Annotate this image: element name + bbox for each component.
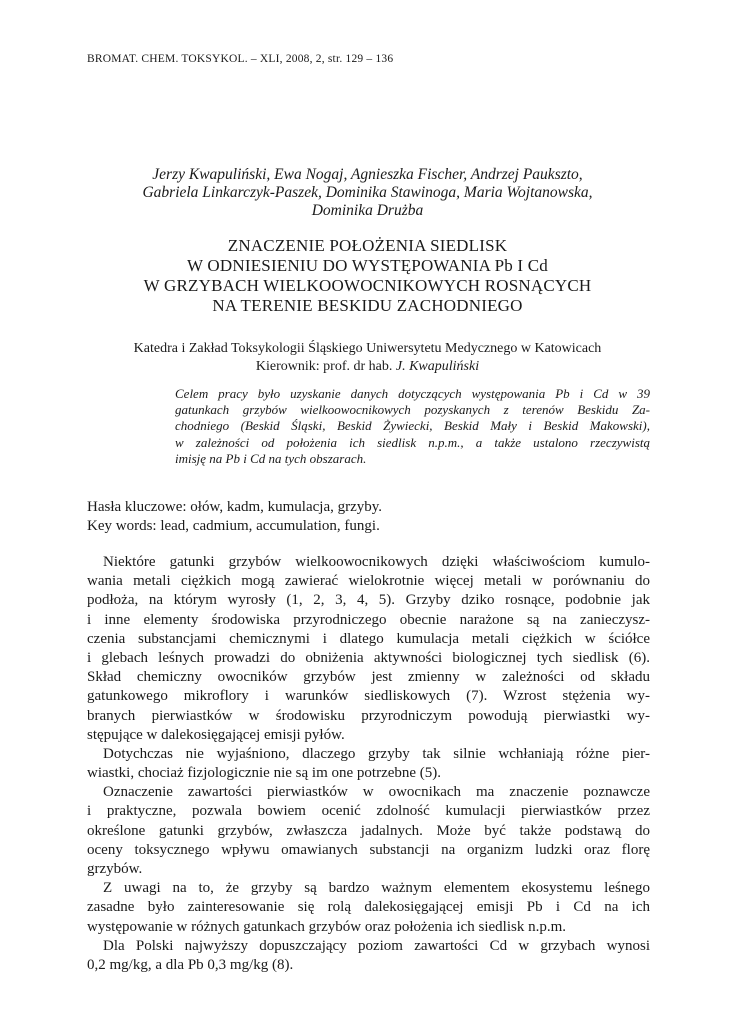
author-line: Gabriela Linkarczyk-Paszek, Dominika Stawinoga, Maria Wojtanowska, xyxy=(142,184,593,201)
body-line: występowanie w różnych gatunkach grzybów oraz położenia ich siedlisk n.p.m. xyxy=(87,918,567,935)
body-line: zasadne było zainteresowanie się rolą dalekosięgającej emisji Pb i Cd na ich xyxy=(87,899,650,916)
body-line: stępujące w dalekosięgającej emisji pyłów. xyxy=(87,726,345,743)
keywords-polish: Hasła kluczowe: ołów, kadm, kumulacja, grzyby. xyxy=(87,499,383,515)
abstract-line: chodniego (Beskid Śląski, Beskid Żywiecki, Beskid Mały i Beskid Makowski), xyxy=(175,418,650,434)
head-name: J. Kwapuliński xyxy=(395,359,480,374)
body-text xyxy=(87,553,650,975)
keywords xyxy=(87,498,382,536)
head-label: Kierownik: prof. dr hab. xyxy=(255,359,393,374)
abstract-line: Celem pracy było uzyskanie danych dotyczących występowania Pb i Cd w 39 xyxy=(175,386,650,401)
abstract-line: imisję na Pb i Cd na tych obszarach. xyxy=(175,450,367,466)
body-line: i inne elementy środowiska przyrodniczego obecnie narażone są na zanieczysz- xyxy=(87,611,650,628)
body-line: wiastki, chociaż fizjologicznie nie są im one potrzebne (5). xyxy=(87,765,442,782)
body-line: Niektóre gatunki grzybów wielkoowocnikowych dzięki właściwościom kumulo- xyxy=(103,554,650,570)
title-line: W ODNIESIENIU DO WYSTĘPOWANIA Pb I Cd xyxy=(187,256,548,275)
abstract xyxy=(175,386,650,467)
author-line: Jerzy Kwapuliński, Ewa Nogaj, Agnieszka Fischer, Andrzej Paukszto, xyxy=(152,166,583,183)
body-line: podłoża, na którym wyrosły (1, 2, 3, 4, 5). Grzyby dziko rosnące, podobnie jak xyxy=(87,592,650,609)
title-line: W GRZYBACH WIELKOOWOCNIKOWYCH ROSNĄCYCH xyxy=(143,276,592,295)
body-line: określone gatunki grzybów, zwłaszcza jadalnych. Może być także podstawą do xyxy=(87,822,650,839)
body-line: wania metali ciężkich mogą zawierać wielokrotnie więcej metali w porównaniu do xyxy=(87,573,650,590)
body-line: Oznaczenie zawartości pierwiastków w owocnikach ma znaczenie poznawcze xyxy=(103,784,650,801)
body-line: branych pierwiastków w środowisku przyrodniczym powodują pierwiastki wy- xyxy=(87,707,650,724)
affiliation xyxy=(87,340,648,376)
body-line: Dla Polski najwyższy dopuszczający poziom zawartości Cd w grzybach wynosi xyxy=(103,937,650,954)
body-line: oceny toksycznego wpływu omawianych substancji na organizm ludzki oraz florę xyxy=(87,841,650,858)
author-line: Dominika Drużba xyxy=(311,202,424,219)
body-line: gatunkowego mikroflory i warunków siedliskowych (7). Wzrost stężenia wy- xyxy=(87,688,650,705)
author-list xyxy=(87,166,648,220)
body-line: grzybów. xyxy=(87,861,143,877)
article-title xyxy=(87,236,648,316)
body-line: Z uwagi na to, że grzyby są bardzo ważnym elementem ekosystemu leśnego xyxy=(103,880,650,897)
body-line: czenia substancjami chemicznymi i dlatego kumulacja metali ciężkich w ściółce xyxy=(87,630,650,647)
body-line: i glebach leśnych prowadzi do obniżenia aktywności biologicznej tych siedlisk (6). xyxy=(87,649,650,666)
abstract-line: w zależności od położenia ich siedlisk n.p.m., a także ustalono rzeczywistą xyxy=(175,434,650,450)
title-line: ZNACZENIE POŁOŻENIA SIEDLISK xyxy=(227,236,508,255)
body-line: Dotychczas nie wyjaśniono, dlaczego grzyby tak silnie wchłaniają różne pier- xyxy=(103,745,650,762)
department-head xyxy=(87,358,648,376)
body-line: i praktyczne, pozwala bowiem ocenić zdolność kumulacji pierwiastków przez xyxy=(87,803,650,820)
keywords-english: Key words: lead, cadmium, accumulation, fungi. xyxy=(87,518,380,534)
title-line: NA TERENIE BESKIDU ZACHODNIEGO xyxy=(212,296,523,315)
running-header: BROMAT. CHEM. TOKSYKOL. – XLI, 2008, 2, str. 129 – 136 xyxy=(87,53,394,65)
body-line: 0,2 mg/kg, a dla Pb 0,3 mg/kg (8). xyxy=(87,956,294,973)
institution: Katedra i Zakład Toksykologii Śląskiego Uniwersytetu Medycznego w Katowicach xyxy=(133,341,602,356)
abstract-line: gatunkach grzybów wielkoowocnikowych pozyskanych z terenów Beskidu Za- xyxy=(175,402,650,418)
body-line: Skład chemiczny owocników grzybów jest zmienny w zależności od składu xyxy=(87,669,650,686)
